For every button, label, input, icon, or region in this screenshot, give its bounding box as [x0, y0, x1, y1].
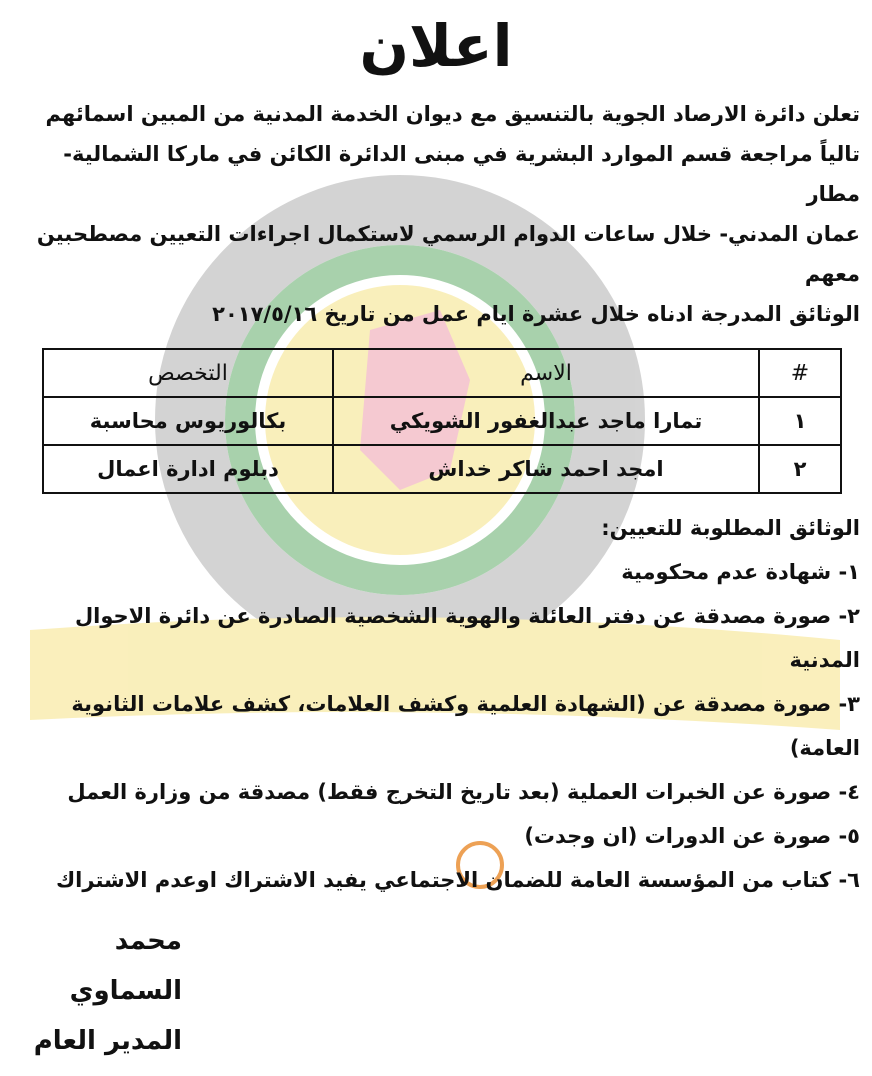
requirement-item: ٢- صورة مصدقة عن دفتر العائلة والهوية الشخصية الصادرة عن دائرة الاحوال [74, 604, 860, 628]
requirement-item: ٤- صورة عن الخبرات العملية (بعد تاريخ التخرج فقط) مصدقة من وزارة العمل [67, 780, 860, 804]
signatory-position: المدير العام [33, 1026, 182, 1056]
table-row [43, 445, 841, 493]
cell-specialization: بكالوريوس محاسبة [43, 397, 333, 445]
header-specialization: التخصص [43, 349, 333, 397]
requirement-item: ١- شهادة عدم محكومية [621, 560, 860, 584]
requirement-item: ٥- صورة عن الدورات (ان وجدت) [524, 824, 860, 848]
cell-specialization: دبلوم ادارة اعمال [43, 445, 333, 493]
announcement-title: اعلان [359, 12, 513, 80]
requirement-item: المدنية [789, 648, 860, 672]
intro-line: الوثائق المدرجة ادناه خلال عشرة ايام عمل من تاريخ ٢٠١٧/٥/١٦ [212, 302, 860, 326]
cell-name: تمارا ماجد عبدالغفور الشويكي [333, 397, 759, 445]
cell-number: ٢ [759, 445, 841, 493]
appointees-table [42, 348, 842, 494]
requirement-item: العامة) [789, 736, 860, 760]
header-name: الاسم [333, 349, 759, 397]
intro-line: تعلن دائرة الارصاد الجوية بالتنسيق مع ديوان الخدمة المدنية من المبين اسمائهم [45, 102, 860, 126]
requirement-item: ٣- صورة مصدقة عن (الشهادة العلمية وكشف العلامات، كشف علامات الثانوية [71, 692, 860, 716]
requirement-item: ٦- كتاب من المؤسسة العامة للضمان الاجتماعي يفيد الاشتراك اوعدم الاشتراك [55, 868, 860, 892]
intro-paragraph [12, 94, 860, 334]
header-number: # [759, 349, 841, 397]
cell-number: ١ [759, 397, 841, 445]
signatory-name: محمد السماوي [69, 926, 182, 1006]
signature-block [12, 916, 182, 1066]
table-row [43, 397, 841, 445]
intro-line: تالياً مراجعة قسم الموارد البشرية في مبنى الدائرة الكائن في ماركا الشمالية- مطار [63, 142, 860, 206]
table-header-row [43, 349, 841, 397]
cell-name: امجد احمد شاكر خداش [333, 445, 759, 493]
intro-line: عمان المدني- خلال ساعات الدوام الرسمي لاستكمال اجراءات التعيين مصطحبين معهم [36, 222, 860, 286]
requirements-heading: الوثائق المطلوبة للتعيين: [601, 516, 860, 540]
required-documents [12, 506, 860, 902]
